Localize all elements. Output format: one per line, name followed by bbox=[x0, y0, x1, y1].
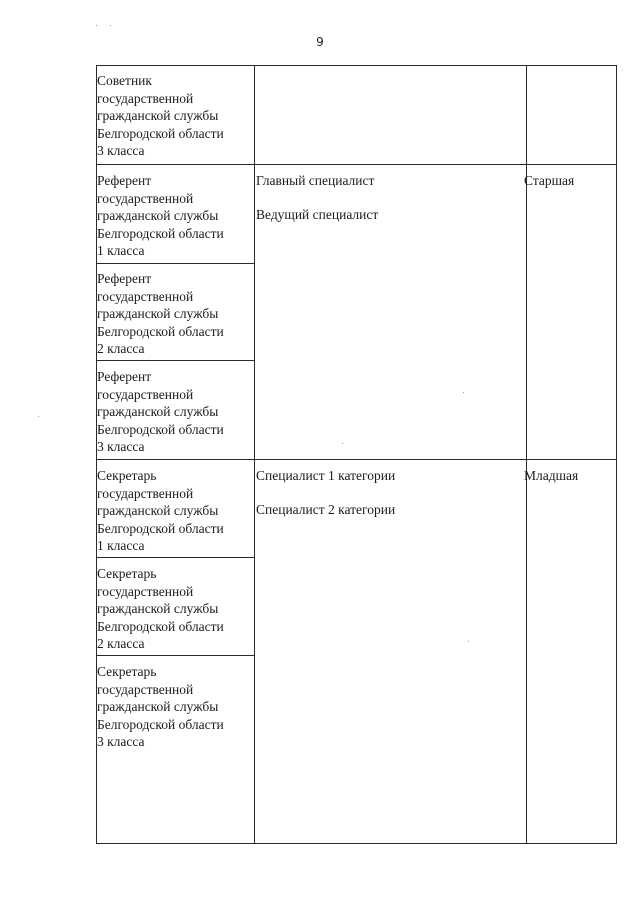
rank-line: Белгородской области bbox=[97, 225, 224, 241]
rank-line: Секретарь bbox=[97, 664, 157, 679]
rank-line: 3 класса bbox=[97, 143, 145, 159]
rank-line: Белгородской области bbox=[97, 618, 224, 634]
ranks-table bbox=[96, 65, 617, 844]
rank-line: Белгородской области bbox=[97, 421, 224, 437]
rank-cell bbox=[97, 467, 247, 555]
rank-line: государственной bbox=[97, 288, 194, 304]
scan-speck bbox=[342, 443, 343, 444]
column-divider-1 bbox=[254, 66, 255, 843]
rank-line: государственной bbox=[97, 681, 194, 697]
scan-speck bbox=[38, 416, 39, 417]
rank-line: 3 класса bbox=[97, 439, 145, 455]
rank-line: 2 класса bbox=[97, 341, 145, 357]
positions-cell bbox=[256, 467, 395, 518]
positions-cell bbox=[256, 172, 378, 223]
rank-line: Советник bbox=[97, 73, 152, 88]
row-divider-secretary-3 bbox=[97, 655, 254, 656]
scan-speck bbox=[463, 392, 464, 393]
scan-speck bbox=[468, 641, 469, 642]
page-number: 9 bbox=[316, 35, 324, 49]
rank-line: гражданской службы bbox=[97, 108, 219, 124]
rank-line: Референт bbox=[97, 173, 152, 188]
rank-cell bbox=[97, 270, 247, 358]
row-divider-secretary-2 bbox=[97, 557, 254, 558]
rank-cell bbox=[97, 565, 247, 653]
rank-line: Референт bbox=[97, 369, 152, 384]
rank-line: 1 класса bbox=[97, 243, 145, 259]
category-cell: Младшая bbox=[524, 468, 579, 483]
rank-line: государственной bbox=[97, 485, 194, 501]
position-name: Главный специалист bbox=[256, 173, 375, 188]
rank-cell bbox=[97, 72, 247, 160]
rank-line: гражданской службы bbox=[97, 601, 219, 617]
scan-speck bbox=[110, 25, 111, 26]
row-divider-group-1 bbox=[97, 164, 616, 165]
rank-line: государственной bbox=[97, 90, 194, 106]
rank-line: Референт bbox=[97, 271, 152, 286]
rank-line: гражданской службы bbox=[97, 208, 219, 224]
rank-cell bbox=[97, 663, 247, 751]
rank-line: 1 класса bbox=[97, 538, 145, 554]
rank-cell bbox=[97, 368, 247, 456]
rank-line: 2 класса bbox=[97, 636, 145, 652]
scan-speck bbox=[96, 25, 97, 26]
category-cell: Старшая bbox=[524, 173, 575, 188]
position-name: Специалист 1 категории bbox=[256, 468, 396, 483]
rank-line: Секретарь bbox=[97, 468, 157, 483]
rank-line: Белгородской области bbox=[97, 323, 224, 339]
rank-line: гражданской службы bbox=[97, 699, 219, 715]
position-name: Специалист 2 категории bbox=[256, 501, 396, 517]
rank-line: государственной bbox=[97, 583, 194, 599]
rank-line: гражданской службы bbox=[97, 503, 219, 519]
rank-line: Секретарь bbox=[97, 566, 157, 581]
rank-cell bbox=[97, 172, 247, 260]
rank-line: Белгородской области bbox=[97, 125, 224, 141]
rank-line: государственной bbox=[97, 190, 194, 206]
rank-line: государственной bbox=[97, 386, 194, 402]
rank-line: 3 класса bbox=[97, 734, 145, 750]
row-divider-group-2 bbox=[97, 459, 616, 460]
row-divider-referent-2 bbox=[97, 263, 254, 264]
rank-line: гражданской службы bbox=[97, 404, 219, 420]
rank-line: гражданской службы bbox=[97, 306, 219, 322]
rank-line: Белгородской области bbox=[97, 520, 224, 536]
row-divider-referent-3 bbox=[97, 360, 254, 361]
rank-line: Белгородской области bbox=[97, 716, 224, 732]
position-name: Ведущий специалист bbox=[256, 206, 379, 222]
